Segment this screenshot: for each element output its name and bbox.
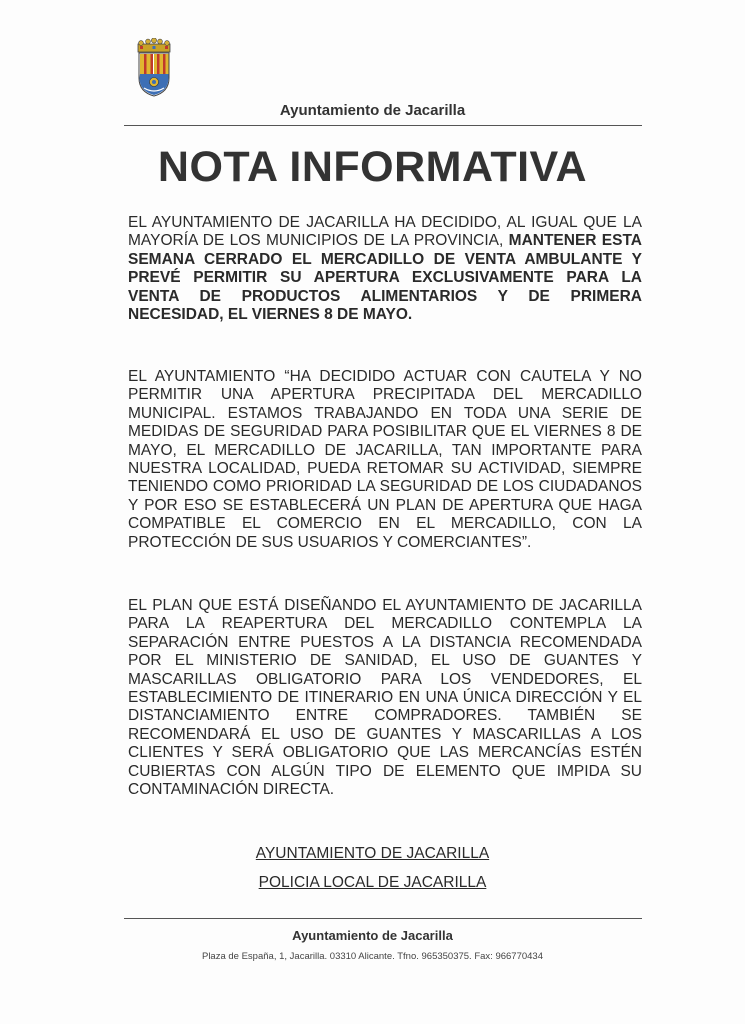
signature-ayuntamiento: AYUNTAMIENTO DE JACARILLA <box>255 845 490 862</box>
footer-divider <box>124 918 642 919</box>
header-divider <box>124 125 642 126</box>
document-title: NOTA INFORMATIVA <box>157 143 588 191</box>
footer-address: Plaza de España, 1, Jacarilla. 03310 Alicante. Tfno. 965350375. Fax: 966770434 <box>201 951 544 962</box>
paragraph-1-bold: MANTENER ESTA SEMANA CERRADO EL MERCADILLO DE VENTA AMBULANTE Y PREVÉ PERMITIR SU APERTURA EXCLUSIVAMENTE PARA LA VENTA DE PRODUCTOS ALIMENTARIOS Y DE PRIMERA NECESIDAD, EL VIERNES 8 DE MAYO. <box>128 232 642 324</box>
paragraph-2: EL AYUNTAMIENTO “HA DECIDIDO ACTUAR CON CAUTELA Y NO PERMITIR UNA APERTURA PRECIPITADA DEL MERCADILLO MUNICIPAL. ESTAMOS TRABAJANDO EN TODA UNA SERIE DE MEDIDAS DE SEGURIDAD PARA POSIBILITAR QUE EL VIERNES 8 DE MAYO, EL MERCADILLO DE JACARILLA, TAN IMPORTANTE PARA NUESTRA LOCALIDAD, PUEDA RETOMAR SU ACTIVIDAD, SIEMPRE TENIENDO COMO PRIORIDAD LA SEGURIDAD DE LOS CIUDADANOS Y POR ESO SE ESTABLECERÁ UN PLAN DE APERTURA QUE HAGA COMPATIBLE EL COMERCIO EN EL MERCADILLO, CON LA PROTECCIÓN DE SUS USUARIOS Y COMERCIANTES”. <box>128 368 642 551</box>
footer-title: Ayuntamiento de Jacarilla <box>292 928 453 943</box>
municipal-coat-of-arms-icon <box>134 38 174 98</box>
header-title: Ayuntamiento de Jacarilla <box>279 102 466 119</box>
paragraph-1-normal: EL AYUNTAMIENTO DE JACARILLA HA DECIDIDO, AL IGUAL QUE LA MAYORÍA DE LOS MUNICIPIOS DE LA PROVINCIA, <box>128 214 642 250</box>
paragraph-3: EL PLAN QUE ESTÁ DISEÑANDO EL AYUNTAMIENTO DE JACARILLA PARA LA REAPERTURA DEL MERCADILLO CONTEMPLA LA SEPARACIÓN ENTRE PUESTOS A LA DISTANCIA RECOMENDADA POR EL MINISTERIO DE SANIDAD, EL USO DE GUANTES Y MASCARILLAS OBLIGATORIO PARA LOS VENDEDORES, EL ESTABLECIMIENTO DE ITINERARIO EN UNA ÚNICA DIRECCIÓN Y EL DISTANCIAMIENTO ENTRE COMPRADORES. TAMBIÉN SE RECOMENDARÁ EL USO DE GUANTES Y MASCARILLAS A LOS CLIENTES Y SERÁ OBLIGATORIO QUE LAS MERCANCÍAS ESTÉN CUBIERTAS CON ALGÚN TIPO DE ELEMENTO QUE IMPIDA SU CONTAMINACIÓN DIRECTA. <box>128 597 642 799</box>
signature-policia-local: POLICIA LOCAL DE JACARILLA <box>258 874 487 891</box>
paragraph-1 <box>128 214 642 324</box>
